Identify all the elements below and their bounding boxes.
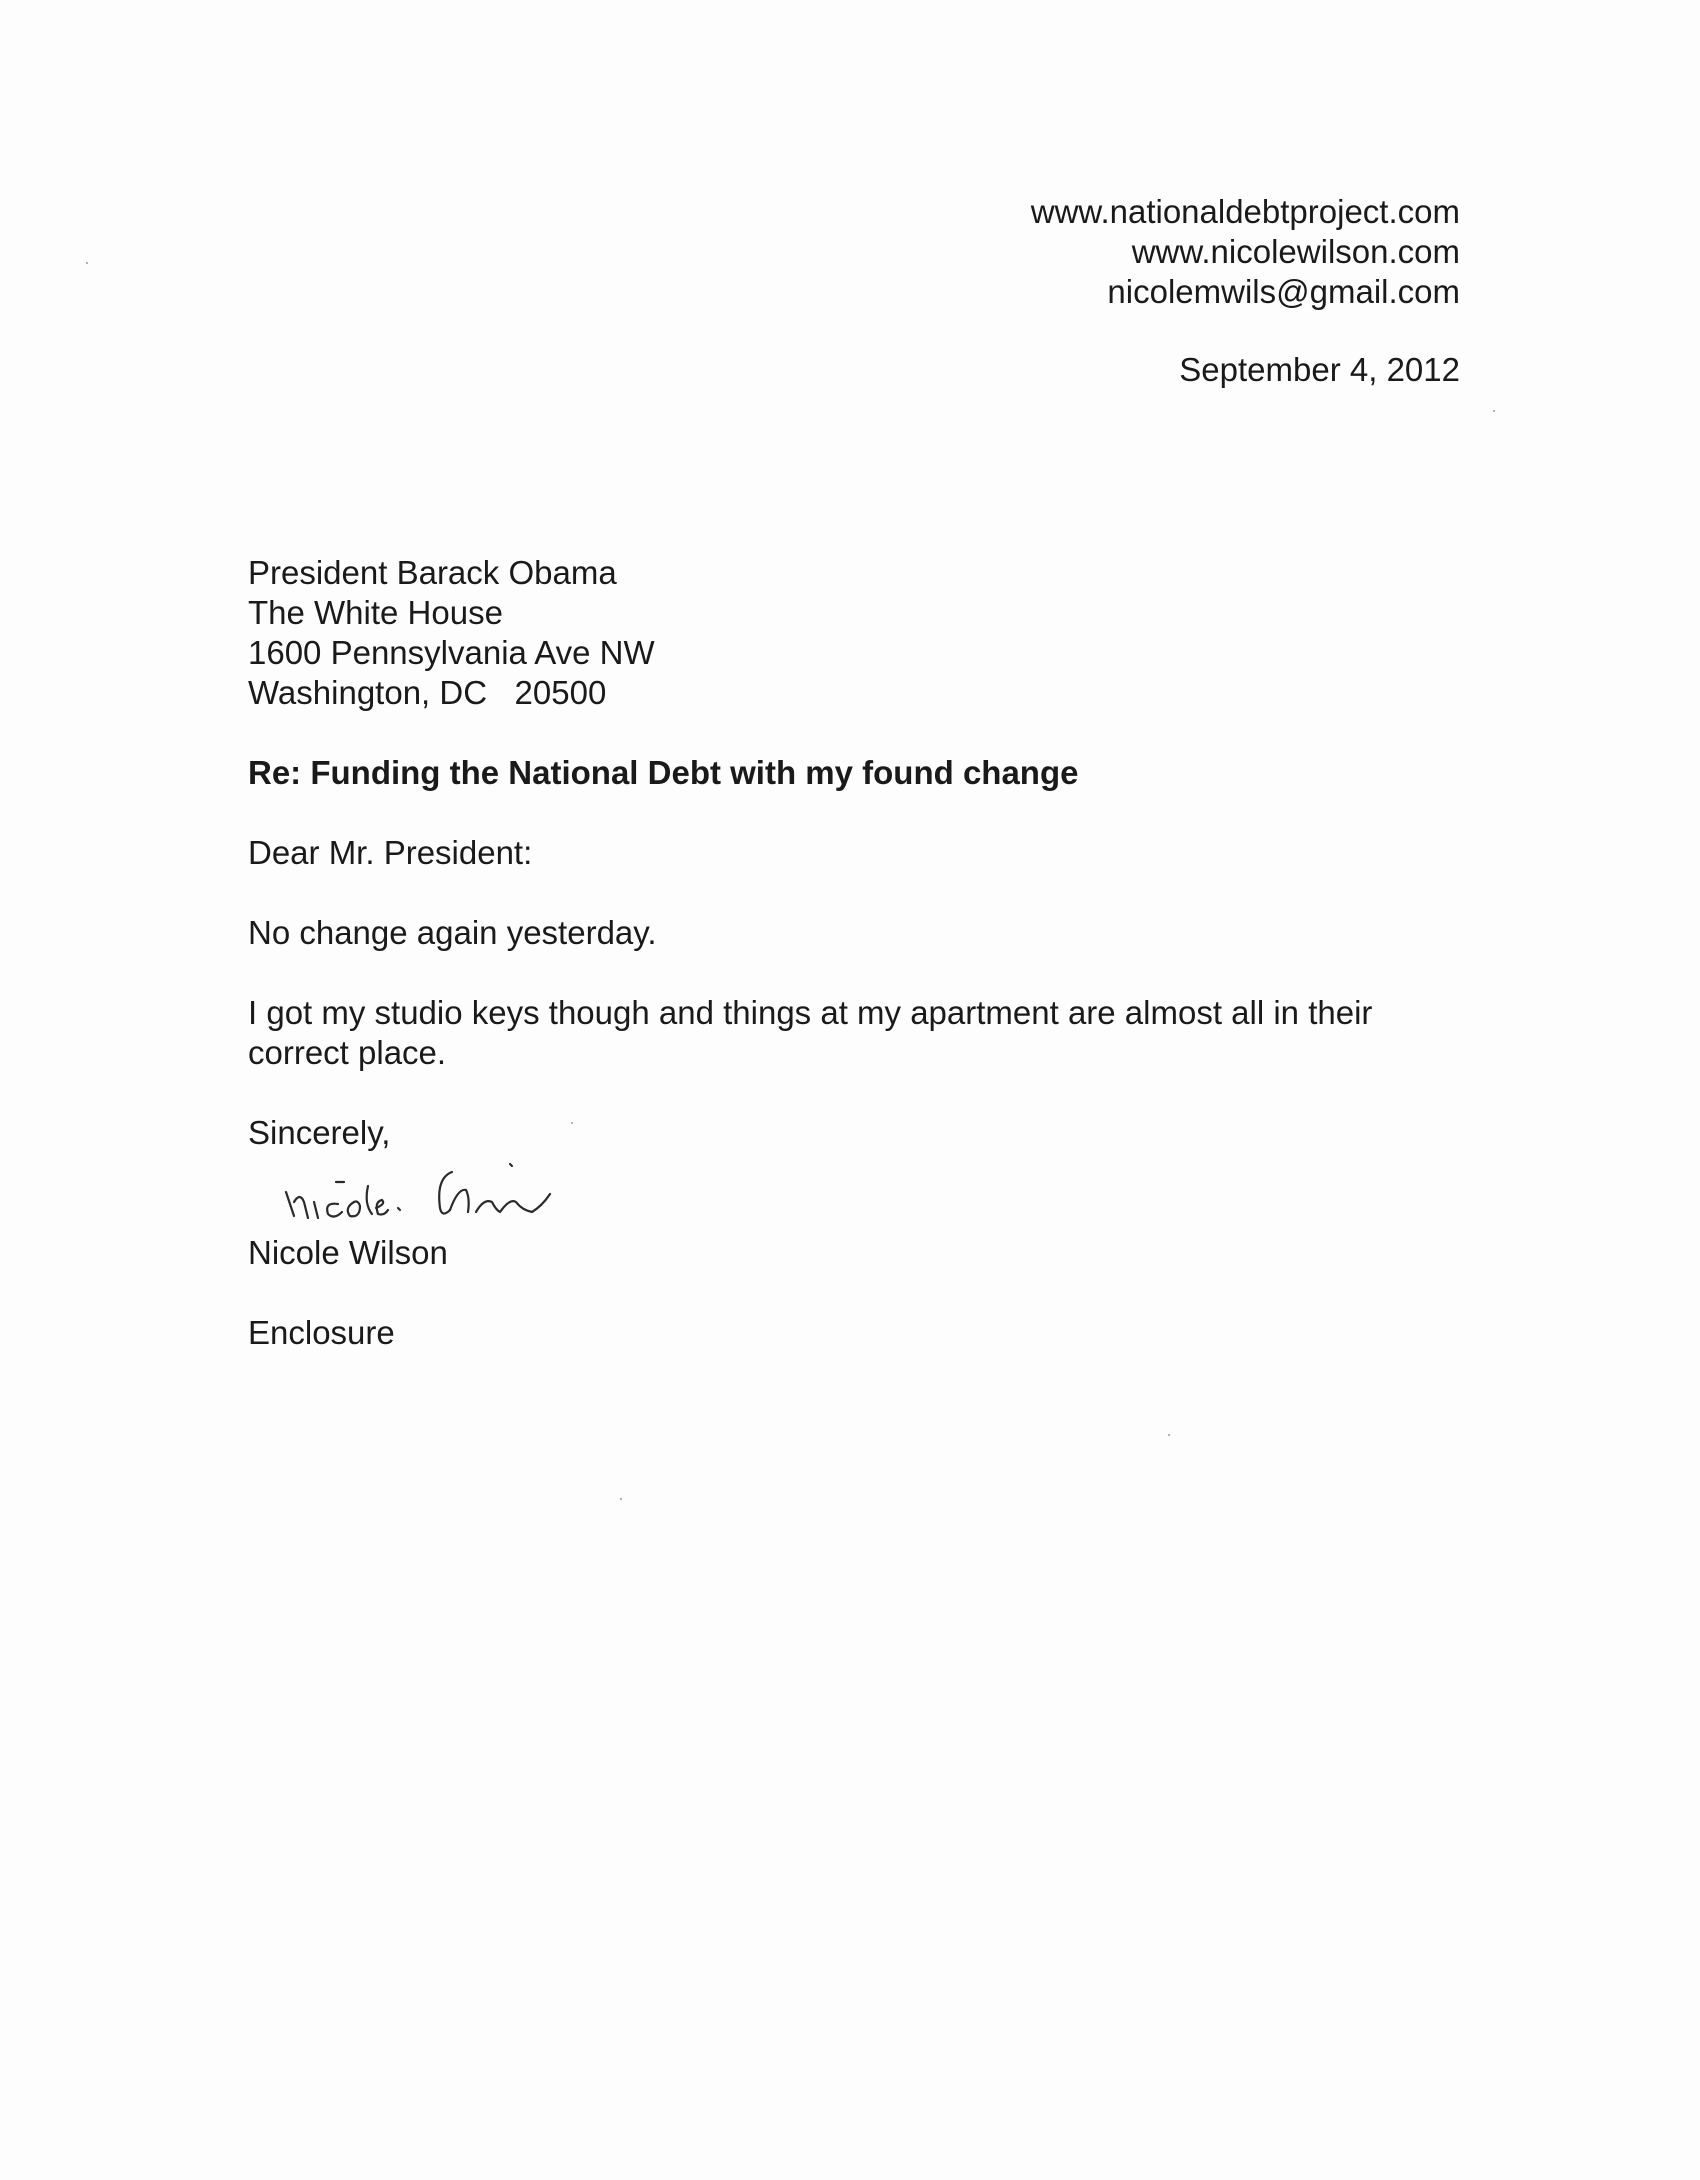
closing: Sincerely, [248, 1114, 391, 1151]
body-paragraph: No change again yesterday. [248, 914, 657, 951]
letter-date: September 4, 2012 [1179, 351, 1460, 388]
signature-drawing [280, 1158, 680, 1238]
recipient-street: 1600 Pennsylvania Ave NW [248, 634, 655, 671]
scan-speck [1168, 1434, 1170, 1436]
subject-line: Re: Funding the National Debt with my found change [248, 754, 1079, 791]
scan-speck [571, 1122, 573, 1124]
salutation: Dear Mr. President: [248, 834, 533, 871]
recipient-org: The White House [248, 594, 503, 631]
recipient-name: President Barack Obama [248, 554, 617, 591]
scan-speck [86, 262, 88, 264]
signer-name: Nicole Wilson [248, 1234, 448, 1271]
recipient-city: Washington, DC 20500 [248, 674, 607, 711]
website-link-national-debt-project[interactable]: www.nationaldebtproject.com [1030, 193, 1460, 230]
contact-block [1031, 192, 1460, 312]
scan-speck [620, 1498, 622, 1500]
recipient-address [248, 553, 655, 713]
website-link-nicole-wilson[interactable]: www.nicolewilson.com [1131, 233, 1460, 270]
body-paragraph: I got my studio keys though and things at my apartment are almost all in their correct place. [248, 994, 1373, 1071]
enclosure-note: Enclosure [248, 1314, 395, 1351]
handwritten-signature [280, 1158, 680, 1238]
email-link[interactable]: nicolemwils@gmail.com [1107, 273, 1460, 310]
scan-speck [1493, 410, 1495, 412]
